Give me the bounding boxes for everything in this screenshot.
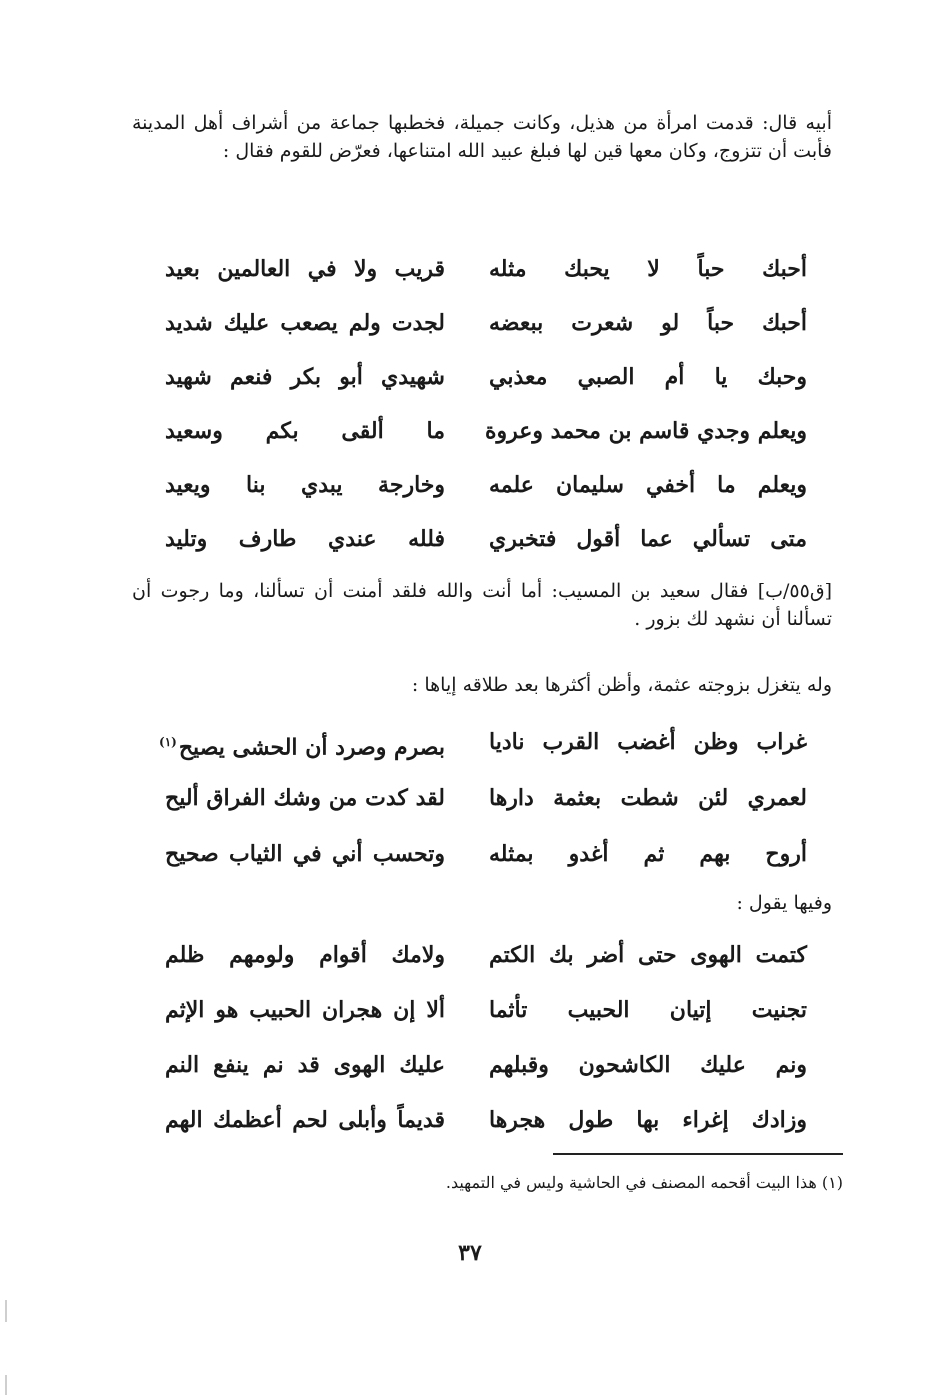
verse-line: [0, 350, 935, 404]
verse-first-hemistich: ويعلم وجدي قاسم بن محمد وعروة: [484, 418, 807, 444]
verse-line: [0, 983, 935, 1037]
verse-line: [0, 715, 935, 769]
verse-second-hemistich: وخارجة يبدي بنا ويعيد: [165, 472, 445, 498]
verse-second-hemistich: ولامك أقوام ولومهم ظلم: [165, 942, 445, 968]
verse-second-hemistich: ألا إن هجران الحبيب هو الإثم: [165, 997, 445, 1023]
verse-line: [0, 512, 935, 566]
said-ibn-musayyib-paragraph: [ق٥٥/ب] فقال سعيد بن المسيب: أما أنت والله فلقد أمنت أن تسألنا، وما رجوت أن تسألنا أن نشهد لك بزور .: [132, 580, 832, 630]
verse-first-hemistich: ونم عليك الكاشحون وقبلهم: [489, 1052, 807, 1078]
footnote-separator: [553, 1153, 843, 1155]
verse-first-hemistich: أروح بهم ثم أغدو بمثله: [489, 841, 807, 867]
verse-second-hemistich: لقد كدت من وشك الفراق أليح: [165, 785, 445, 811]
feeha-yaqool-line: وفيها يقول :: [736, 892, 832, 914]
page-number: ٣٧: [458, 1240, 482, 1266]
verse-first-hemistich: أحبك حباً لا يحبك مثله: [489, 256, 807, 282]
verse-first-hemistich: لعمري لئن شطت بعثمة دارها: [489, 785, 807, 811]
wife-intro-paragraph: وله يتغزل بزوجته عثمة، وأظن أكثرها بعد طلاقه إياها :: [411, 674, 832, 696]
verse-first-hemistich: كتمت الهوى حتى أضر بك الكتم: [489, 942, 807, 968]
verse-line: [0, 296, 935, 350]
verse-second-hemistich: قريب ولا في العالمين بعيد: [165, 256, 445, 282]
verse-second-hemistich: فلله عندي طارف وتليد: [165, 526, 445, 552]
footnote-marker: (١): [159, 735, 177, 749]
footnote: (١) هذا البيت أقحمه المصنف في الحاشية وليس في التمهيد.: [445, 1173, 843, 1192]
verse-first-hemistich: غراب وظن أغضب القرب ناديا: [489, 729, 807, 755]
intro-paragraph: أبيه قال: قدمت امرأة من هذيل، وكانت جميلة، فخطبها جماعة من أشراف أهل المدينة فأبت أن تتزوج، وكان معها قين لها فبلغ عبيد الله امتناعها، فعرّض للقوم فقال :: [132, 112, 832, 162]
margin-mark: [5, 1375, 7, 1395]
verse-second-text: بصرم وصرد أن الحشى يصيح: [178, 734, 445, 761]
verse-first-hemistich: وزادك إغراء بها طول هجرها: [489, 1107, 807, 1133]
verse-second-hemistich: لجدت ولم يصعب عليك شديد: [165, 310, 445, 336]
verse-first-hemistich: تجنيت إتيان الحبيب تأثما: [489, 997, 807, 1023]
verse-second-hemistich: وتحسب أني في الثياب صحيح: [165, 841, 445, 867]
verse-line: [0, 242, 935, 296]
verse-second-hemistich: عليك الهوى قد نم ينفع النم: [165, 1052, 445, 1078]
verse-line: [0, 827, 935, 881]
verse-line: [0, 771, 935, 825]
verse-first-hemistich: متى تسألي عما أقول فتخبري: [489, 526, 807, 552]
verse-line: [0, 1038, 935, 1092]
verse-line: [0, 928, 935, 982]
verse-second-hemistich: شهيدي أبو بكر فنعم شهيد: [165, 364, 445, 390]
verse-line: [0, 458, 935, 512]
verse-second-hemistich: [159, 715, 445, 769]
margin-mark: [5, 1300, 7, 1322]
verse-second-hemistich: ما ألقى بكم وسعيد: [165, 418, 445, 444]
verse-second-hemistich: قديماً وأبلى لحم أعظمك الهم: [165, 1107, 445, 1133]
verse-first-hemistich: ويعلم ما أخفي سليمان علمه: [489, 472, 807, 498]
verse-line: [0, 404, 935, 458]
verse-line: [0, 1093, 935, 1147]
verse-first-hemistich: أحبك حباً لو شعرت ببعضه: [489, 310, 807, 336]
verse-first-hemistich: وحبك يا أم الصبي معذبي: [489, 364, 807, 390]
